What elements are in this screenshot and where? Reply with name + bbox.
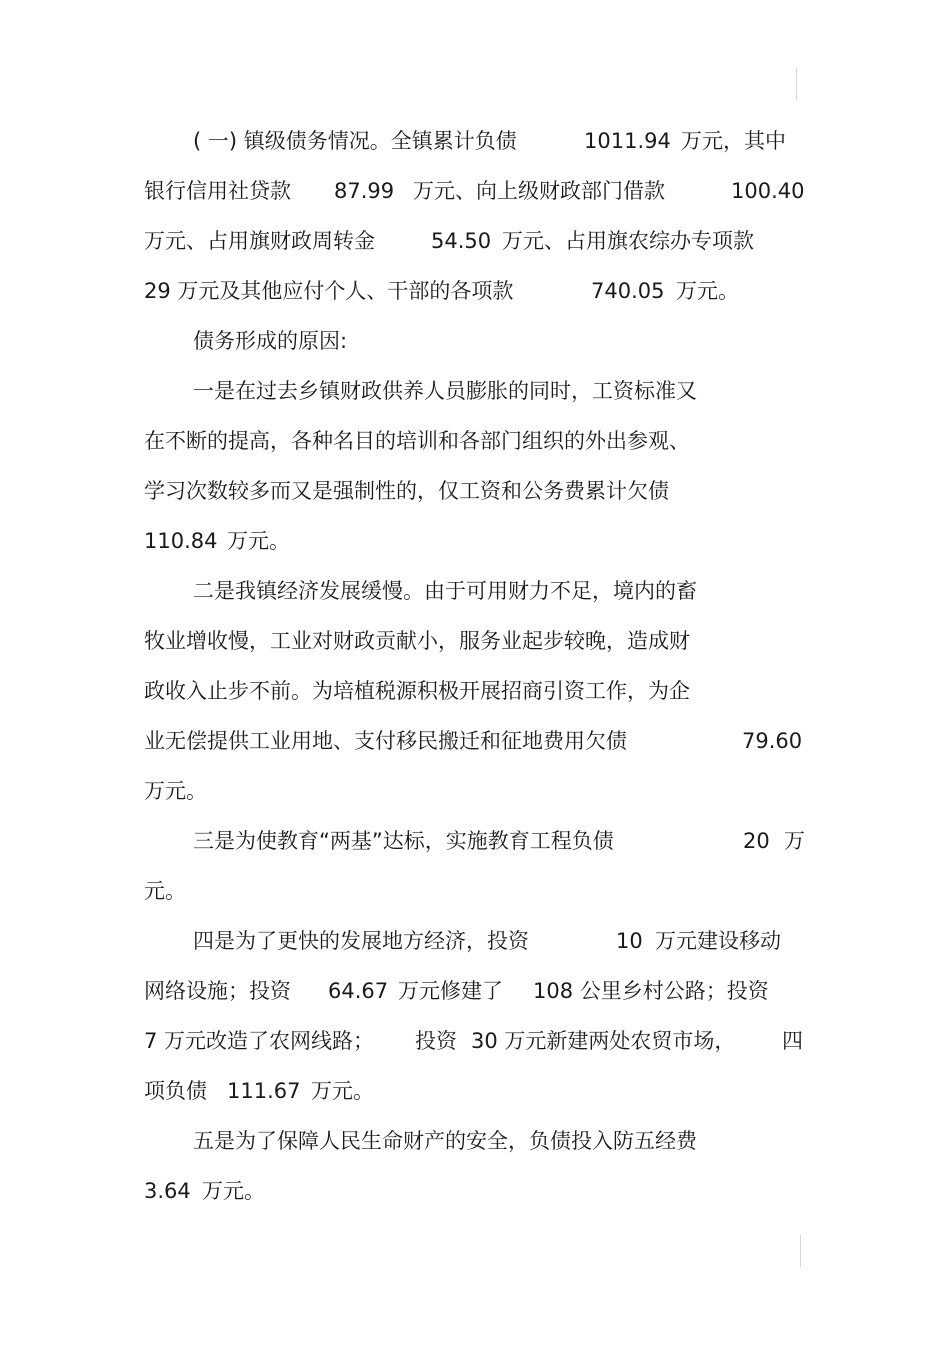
text-segment: 万元。 — [227, 529, 290, 553]
text-line — [0, 221, 950, 261]
text-line — [0, 621, 950, 661]
text-segment: ( 一) 镇级债务情况。全镇累计负债 — [193, 129, 517, 153]
text-segment: 万 — [784, 829, 805, 853]
text-line — [0, 821, 950, 861]
text-segment: 万元、向上级财政部门借款 — [413, 179, 665, 203]
text-segment: 学习次数较多而又是强制性的，仅工资和公务费累计欠债 — [144, 479, 669, 503]
text-line — [0, 1171, 950, 1211]
text-segment: 100.40 — [731, 179, 805, 203]
page-corner-mark-bottom — [800, 1235, 801, 1267]
text-line — [0, 721, 950, 761]
text-segment: 万元。 — [144, 779, 207, 803]
text-line — [0, 171, 950, 211]
text-segment: 政收入止步不前。为培植税源积极开展招商引资工作，为企 — [144, 679, 690, 703]
text-line — [0, 1071, 950, 1111]
text-segment: 111.67 — [227, 1079, 301, 1103]
text-line — [0, 471, 950, 511]
text-segment: 1011.94 — [584, 129, 671, 153]
text-segment: 万元，其中 — [681, 129, 786, 153]
text-segment: 在不断的提高，各种名目的培训和各部门组织的外出参观、 — [144, 429, 690, 453]
text-segment: 投资 — [415, 1029, 457, 1053]
text-segment: 30 万元新建两处农贸市场， — [471, 1029, 736, 1053]
text-segment: 万元。 — [676, 279, 739, 303]
page-corner-mark-top — [796, 68, 797, 100]
text-segment: 债务形成的原因: — [193, 329, 348, 353]
text-segment: 万元。 — [311, 1079, 374, 1103]
text-line — [0, 871, 950, 911]
text-line — [0, 1021, 950, 1061]
text-line — [0, 971, 950, 1011]
text-segment: 740.05 — [591, 279, 665, 303]
text-line — [0, 671, 950, 711]
text-segment: 一是在过去乡镇财政供养人员膨胀的同时，工资标准又 — [193, 379, 697, 403]
text-segment: 87.99 — [334, 179, 395, 203]
text-segment: 10 — [616, 929, 643, 953]
text-line — [0, 321, 950, 361]
text-line — [0, 1121, 950, 1161]
text-segment: 牧业增收慢，工业对财政贡献小，服务业起步较晚，造成财 — [144, 629, 690, 653]
text-line — [0, 521, 950, 561]
text-segment: 7 万元改造了农网线路； — [144, 1029, 375, 1053]
text-segment: 54.50 — [431, 229, 492, 253]
text-line — [0, 371, 950, 411]
text-line — [0, 771, 950, 811]
text-segment: 万元、占用旗农综办专项款 — [502, 229, 754, 253]
text-segment: 108 公里乡村公路；投资 — [533, 979, 769, 1003]
text-segment: 万元修建了 — [398, 979, 503, 1003]
text-segment: 五是为了保障人民生命财产的安全，负债投入防五经费 — [193, 1129, 697, 1153]
text-segment: 四 — [782, 1029, 803, 1053]
text-segment: 万元、占用旗财政周转金 — [144, 229, 375, 253]
text-segment: 110.84 — [144, 529, 218, 553]
text-segment: 元。 — [144, 879, 186, 903]
text-segment: 三是为使教育“两基”达标，实施教育工程负债 — [193, 829, 614, 853]
text-segment: 79.60 — [742, 729, 803, 753]
text-segment: 万元。 — [202, 1179, 265, 1203]
text-segment: 四是为了更快的发展地方经济，投资 — [193, 929, 529, 953]
text-segment: 业无偿提供工业用地、支付移民搬迁和征地费用欠债 — [144, 729, 627, 753]
text-segment: 网络设施；投资 — [144, 979, 291, 1003]
text-segment: 二是我镇经济发展缓慢。由于可用财力不足，境内的畜 — [193, 579, 697, 603]
text-line — [0, 571, 950, 611]
text-line — [0, 421, 950, 461]
text-segment: 银行信用社贷款 — [144, 179, 291, 203]
text-line — [0, 271, 950, 311]
text-segment: 3.64 — [144, 1179, 191, 1203]
text-line — [0, 921, 950, 961]
text-segment: 29 万元及其他应付个人、干部的各项款 — [144, 279, 514, 303]
text-segment: 项负债 — [144, 1079, 207, 1103]
text-line — [0, 121, 950, 161]
text-segment: 20 — [743, 829, 770, 853]
text-segment: 万元建设移动 — [655, 929, 781, 953]
text-segment: 64.67 — [328, 979, 389, 1003]
